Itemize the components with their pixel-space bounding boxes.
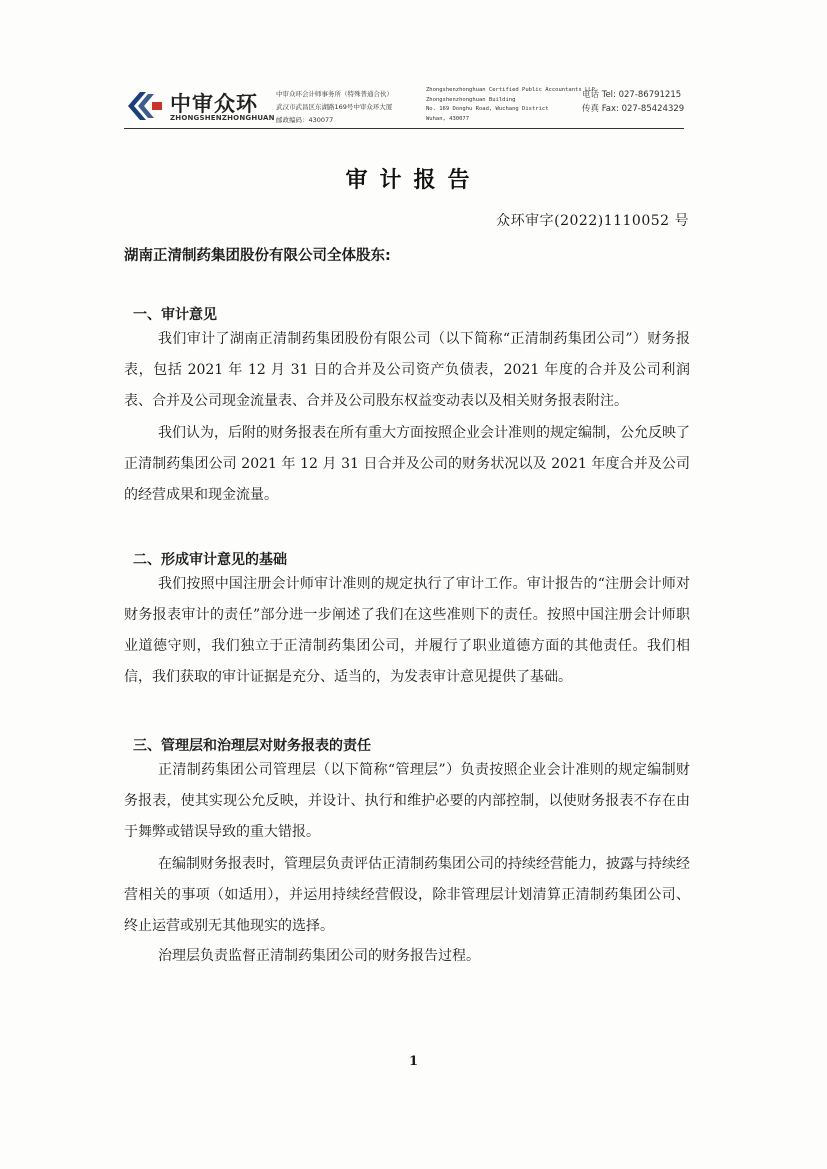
paragraph-3-1: 正清制药集团公司管理层（以下简称“管理层”）负责按照企业会计准则的规定编制财务报表，使其实现公允反映，并设计、执行和维护必要的内部控制，以使财务报表不存在由于舞弊或错误导致的重大错报。 (124, 762, 690, 840)
firm-cn-line: 中审众环会计师事务所（特殊普通合伙） (276, 90, 393, 98)
firm-en-line: No. 169 Donghu Road, Wuchang District (426, 106, 549, 112)
firm-contact (582, 88, 692, 116)
logo-english-name: ZHONGSHENZHONGHUAN (170, 114, 275, 122)
firm-en-line: Zhongshenzhonghuan Certified Public Accountants LLP (426, 87, 595, 93)
firm-en-line: Wuhan, 430077 (426, 115, 470, 122)
firm-english-info (426, 86, 596, 124)
addressee: 湖南正清制药集团股份有限公司全体股东: (124, 248, 391, 264)
logo-chinese-name: 中审众环 (170, 92, 258, 116)
section-heading-1: 一、审计意见 (133, 307, 217, 323)
page-number: 1 (408, 1054, 419, 1069)
firm-chinese-info (276, 88, 426, 127)
paragraph-3-2: 在编制财务报表时，管理层负责评估正清制药集团公司的持续经营能力，披露与持续经营相关的事项（如适用），并运用持续经营假设，除非管理层计划清算正清制药集团公司、终止运营或别无其他现实的选择。 (124, 856, 690, 934)
firm-cn-line: 邮政编码：430077 (276, 116, 334, 124)
firm-en-line: Zhongshenzhonghuan Building (426, 96, 516, 103)
paragraph-1-1: 我们审计了湖南正清制药集团股份有限公司（以下简称“正清制药集团公司”）财务报表，包括 2021 年 12 月 31 日的合并及公司资产负债表，2021 年度的合并及公司利润表、合并及公司现金流量表、合并及公司股东权益变动表以及相关财务报表附注。 (124, 331, 690, 409)
paragraph-2-1: 我们按照中国注册会计师审计准则的规定执行了审计工作。审计报告的“注册会计师对财务报表审计的责任”部分进一步阐述了我们在这些准则下的责任。按照中国注册会计师职业道德守则，我们独立于正清制药集团公司，并履行了职业道德方面的其他责任。我们相信，我们获取的审计证据是充分、适当的，为发表审计意见提供了基础。 (124, 576, 690, 685)
letterhead-divider (124, 128, 684, 129)
firm-logo-icon (124, 86, 164, 124)
firm-tel: 电话 Tel: 027-86791215 (582, 90, 682, 100)
firm-fax: 传真 Fax: 027-85424329 (582, 104, 685, 114)
section-heading-3: 三、管理层和治理层对财务报表的责任 (133, 738, 371, 754)
paragraph-3-3: 治理层负责监督正清制药集团公司的财务报告过程。 (158, 948, 480, 964)
paragraph-1-2: 我们认为，后附的财务报表在所有重大方面按照企业会计准则的规定编制，公允反映了正清制药集团公司 2021 年 12 月 31 日合并及公司的财务状况以及 2021 年度合并及公司的经营成果和现金流量。 (124, 425, 690, 503)
firm-cn-line: 武汉市武昌区东湖路169号中审众环大厦 (276, 103, 393, 111)
document-title: 审计报告 (345, 168, 482, 193)
document-number: 众环审字(2022)1110052 号 (496, 213, 689, 229)
letterhead (124, 80, 684, 130)
section-heading-2: 二、形成审计意见的基础 (133, 552, 287, 568)
